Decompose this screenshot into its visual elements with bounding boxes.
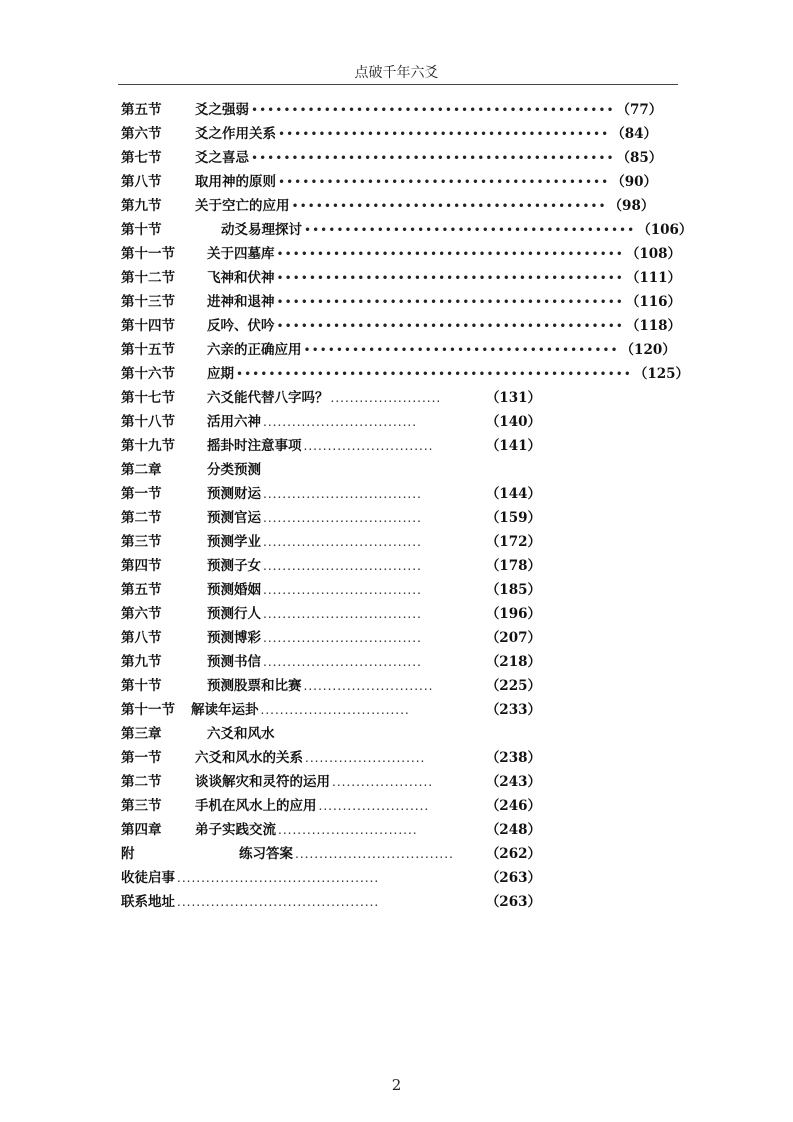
toc-entry-title: 预测股票和比赛	[207, 678, 302, 694]
header-rule	[118, 84, 678, 85]
toc-entry	[121, 194, 655, 218]
toc-entry-page: （246）	[485, 798, 541, 814]
toc-entry	[121, 218, 693, 242]
toc-entry-leader: .................................	[263, 535, 422, 549]
running-header: 点破千年六爻	[354, 65, 439, 81]
toc-entry-title: 预测行人	[207, 606, 261, 622]
toc-entry-number: 第四章	[121, 822, 162, 838]
toc-entry	[121, 770, 541, 794]
toc-entry-leader: .................................	[263, 655, 422, 669]
toc-entry-title: 反吟、伏吟	[207, 318, 275, 334]
toc-entry-title: 爻之喜忌	[195, 150, 249, 166]
toc-entry	[121, 122, 657, 146]
toc-entry-leader: .........................	[305, 751, 426, 765]
toc-entry-leader: •••••••••••••••••••••••••••••••••••••••••••••	[251, 151, 615, 165]
toc-entry-page: （77）	[616, 102, 663, 118]
toc-entry-page: （111）	[625, 270, 682, 286]
toc-entry-page: （263）	[485, 894, 541, 910]
toc-entry-number: 第六节	[121, 606, 162, 622]
toc-entry-page: （118）	[625, 318, 682, 334]
toc-entry-number: 第二章	[121, 462, 162, 478]
toc-entry-number: 第五节	[121, 102, 162, 118]
toc-entry-title: 进神和退神	[207, 294, 275, 310]
toc-entry-leader: •••••••••••••••••••••••••••••••••••••••••••••••••	[236, 367, 632, 381]
toc-entry-leader: .......................	[318, 799, 430, 813]
toc-entry-number: 第三节	[121, 534, 162, 550]
toc-entry-title: 分类预测	[207, 462, 261, 478]
toc-entry-leader: •••••••••••••••••••••••••••••••••••••••••	[278, 127, 610, 141]
toc-entry-leader: •••••••••••••••••••••••••••••••••••••••••	[278, 175, 610, 189]
toc-entry-page: （178）	[485, 558, 541, 574]
toc-entry-leader: .....................	[332, 775, 434, 789]
toc-entry-page: （185）	[485, 582, 541, 598]
toc-entry	[121, 626, 541, 650]
toc-entry-title: 收徒启事	[121, 870, 175, 886]
toc-entry-title: 预测书信	[207, 654, 261, 670]
toc-entry-page: （90）	[611, 174, 657, 190]
toc-entry-number: 第五节	[121, 582, 162, 598]
toc-entry-page: （225）	[485, 678, 541, 694]
toc-entry-title: 预测婚姻	[207, 582, 261, 598]
toc-entry-title: 六爻和风水	[207, 726, 275, 742]
toc-entry	[121, 794, 541, 818]
toc-entry-leader: •••••••••••••••••••••••••••••••••••••••••••	[276, 319, 624, 333]
toc-entry	[121, 554, 541, 578]
toc-entry-title: 关于空亡的应用	[195, 198, 290, 214]
toc-entry-title: 六亲的正确应用	[207, 342, 302, 358]
toc-entry-title: 联系地址	[121, 894, 175, 910]
toc-entry-leader: •••••••••••••••••••••••••••••••••••••••	[303, 343, 619, 357]
toc-entry-leader: ..........................................	[177, 895, 380, 909]
toc-entry-page: （131）	[485, 390, 541, 406]
toc-entry-title: 练习答案	[239, 846, 293, 862]
toc-entry	[121, 338, 676, 362]
toc-entry	[121, 98, 663, 122]
toc-entry-number: 第三节	[121, 798, 162, 814]
toc-entry-title: 飞神和伏神	[207, 270, 275, 286]
toc-entry	[121, 746, 541, 770]
toc-entry-leader: •••••••••••••••••••••••••••••••••••••••••	[304, 223, 636, 237]
toc-entry	[121, 170, 657, 194]
toc-entry	[121, 530, 541, 554]
toc-entry-number: 第十八节	[121, 414, 175, 430]
toc-entry-number: 第十节	[121, 222, 162, 238]
toc-entry-leader: .................................	[263, 631, 422, 645]
toc-entry-leader: ..........................................	[177, 871, 380, 885]
toc-entry-title: 动爻易理探讨	[221, 222, 302, 238]
toc-entry-page: （84）	[611, 126, 657, 142]
toc-entry-number: 第十九节	[121, 438, 175, 454]
toc-entry-page: （218）	[485, 654, 541, 670]
toc-entry-title: 预测财运	[207, 486, 261, 502]
toc-entry-page: （196）	[485, 606, 541, 622]
toc-entry-page: （125）	[633, 366, 690, 382]
toc-entry-leader: .......................	[330, 391, 442, 405]
toc-entry	[121, 242, 682, 266]
toc-entry-leader: .................................	[263, 487, 422, 501]
toc-entry-number: 第十七节	[121, 390, 175, 406]
toc-entry-number: 第二节	[121, 510, 162, 526]
toc-entry-page: （144）	[485, 486, 541, 502]
toc-entry	[121, 842, 541, 866]
toc-entry-leader: .................................	[263, 607, 422, 621]
toc-entry-number: 第七节	[121, 150, 162, 166]
toc-entry-leader: ...........................	[303, 679, 434, 693]
toc-entry	[121, 266, 682, 290]
toc-entry-page: （98）	[608, 198, 655, 214]
toc-entry	[121, 146, 663, 170]
toc-entry	[121, 722, 541, 746]
toc-entry-number: 第三章	[121, 726, 162, 742]
toc-entry-leader: .................................	[263, 511, 422, 525]
toc-entry-leader: •••••••••••••••••••••••••••••••••••••••••••	[276, 295, 624, 309]
toc-entry-number: 第十二节	[121, 270, 175, 286]
toc-entry-title: 预测子女	[207, 558, 261, 574]
toc-entry-number: 第十一节	[121, 246, 175, 262]
toc-entry-page: （262）	[485, 846, 541, 862]
toc-entry	[121, 386, 541, 410]
toc-entry-leader: •••••••••••••••••••••••••••••••••••••••••••	[276, 247, 624, 261]
toc-entry	[121, 602, 541, 626]
toc-entry-title: 解读年运卦	[191, 702, 259, 718]
toc-entry-number: 第一节	[121, 750, 162, 766]
toc-entry-page: （248）	[485, 822, 541, 838]
toc-entry	[121, 698, 541, 722]
toc-entry-number: 第十节	[121, 678, 162, 694]
toc-entry	[121, 362, 690, 386]
toc-entry	[121, 314, 682, 338]
toc-entry-number: 第十一节	[121, 702, 175, 718]
toc-entry-page: （85）	[616, 150, 663, 166]
toc-entry-title: 摇卦时注意事项	[207, 438, 302, 454]
toc-entry	[121, 578, 541, 602]
toc-entry-number: 第四节	[121, 558, 162, 574]
toc-entry-title: 爻之强弱	[195, 102, 249, 118]
toc-entry-number: 附	[121, 846, 135, 862]
toc-entry-number: 第八节	[121, 630, 162, 646]
toc-entry-page: （243）	[485, 774, 541, 790]
toc-entry-title: 六爻能代替八字吗？	[207, 390, 329, 406]
toc-entry	[121, 410, 541, 434]
toc-entry-number: 第八节	[121, 174, 162, 190]
toc-entry	[121, 818, 541, 842]
toc-entry-number: 第十六节	[121, 366, 175, 382]
toc-entry-page: （120）	[620, 342, 676, 358]
toc-entry-page: （172）	[485, 534, 541, 550]
toc-entry-title: 取用神的原则	[195, 174, 276, 190]
toc-entry-leader: •••••••••••••••••••••••••••••••••••••••	[291, 199, 607, 213]
toc-entry-title: 预测博彩	[207, 630, 261, 646]
toc-entry	[121, 434, 541, 458]
toc-entry	[121, 482, 541, 506]
toc-entry-page: （140）	[485, 414, 541, 430]
toc-entry-leader: ................................	[263, 415, 418, 429]
toc-entry-leader: •••••••••••••••••••••••••••••••••••••••••••	[276, 271, 624, 285]
toc-entry-leader: •••••••••••••••••••••••••••••••••••••••••••••	[251, 103, 615, 117]
toc-entry-leader: ...............................	[260, 703, 410, 717]
toc-entry-page: （108）	[625, 246, 682, 262]
toc-entry-page: （106）	[637, 222, 693, 238]
toc-entry-title: 谈谈解灾和灵符的运用	[195, 774, 330, 790]
toc-entry-title: 预测学业	[207, 534, 261, 550]
toc-entry-leader: ...........................	[303, 439, 434, 453]
toc-entry	[121, 650, 541, 674]
toc-entry-page: （116）	[625, 294, 682, 310]
toc-entry-number: 第二节	[121, 774, 162, 790]
toc-entry-number: 第六节	[121, 126, 162, 142]
toc-entry-leader: .................................	[295, 847, 454, 861]
toc-entry-leader: .................................	[263, 559, 422, 573]
toc-entry-title: 活用六神	[207, 414, 261, 430]
toc-entry-page: （159）	[485, 510, 541, 526]
toc-entry-leader: .................................	[263, 583, 422, 597]
toc-entry	[121, 890, 541, 914]
toc-entry	[121, 290, 682, 314]
toc-entry-number: 第九节	[121, 198, 162, 214]
toc-entry-page: （207）	[485, 630, 541, 646]
toc-entry-page: （141）	[485, 438, 541, 454]
page-number: 2	[391, 1076, 402, 1094]
toc-entry-title: 手机在风水上的应用	[195, 798, 317, 814]
toc-entry-number: 第九节	[121, 654, 162, 670]
table-of-contents	[121, 98, 693, 914]
toc-entry	[121, 674, 541, 698]
toc-entry-number: 第十四节	[121, 318, 175, 334]
toc-entry-title: 六爻和风水的关系	[195, 750, 303, 766]
toc-entry	[121, 458, 541, 482]
toc-entry-page: （263）	[485, 870, 541, 886]
toc-entry	[121, 866, 541, 890]
toc-entry-number: 第十五节	[121, 342, 175, 358]
toc-entry-number: 第一节	[121, 486, 162, 502]
toc-entry-title: 应期	[207, 366, 234, 382]
toc-entry-title: 关于四墓库	[207, 246, 275, 262]
toc-entry-title: 弟子实践交流	[195, 822, 276, 838]
toc-entry-title: 爻之作用关系	[195, 126, 276, 142]
toc-entry-page: （238）	[485, 750, 541, 766]
toc-entry-leader: .............................	[278, 823, 418, 837]
toc-entry-number: 第十三节	[121, 294, 175, 310]
toc-entry	[121, 506, 541, 530]
toc-entry-title: 预测官运	[207, 510, 261, 526]
toc-entry-page: （233）	[485, 702, 541, 718]
